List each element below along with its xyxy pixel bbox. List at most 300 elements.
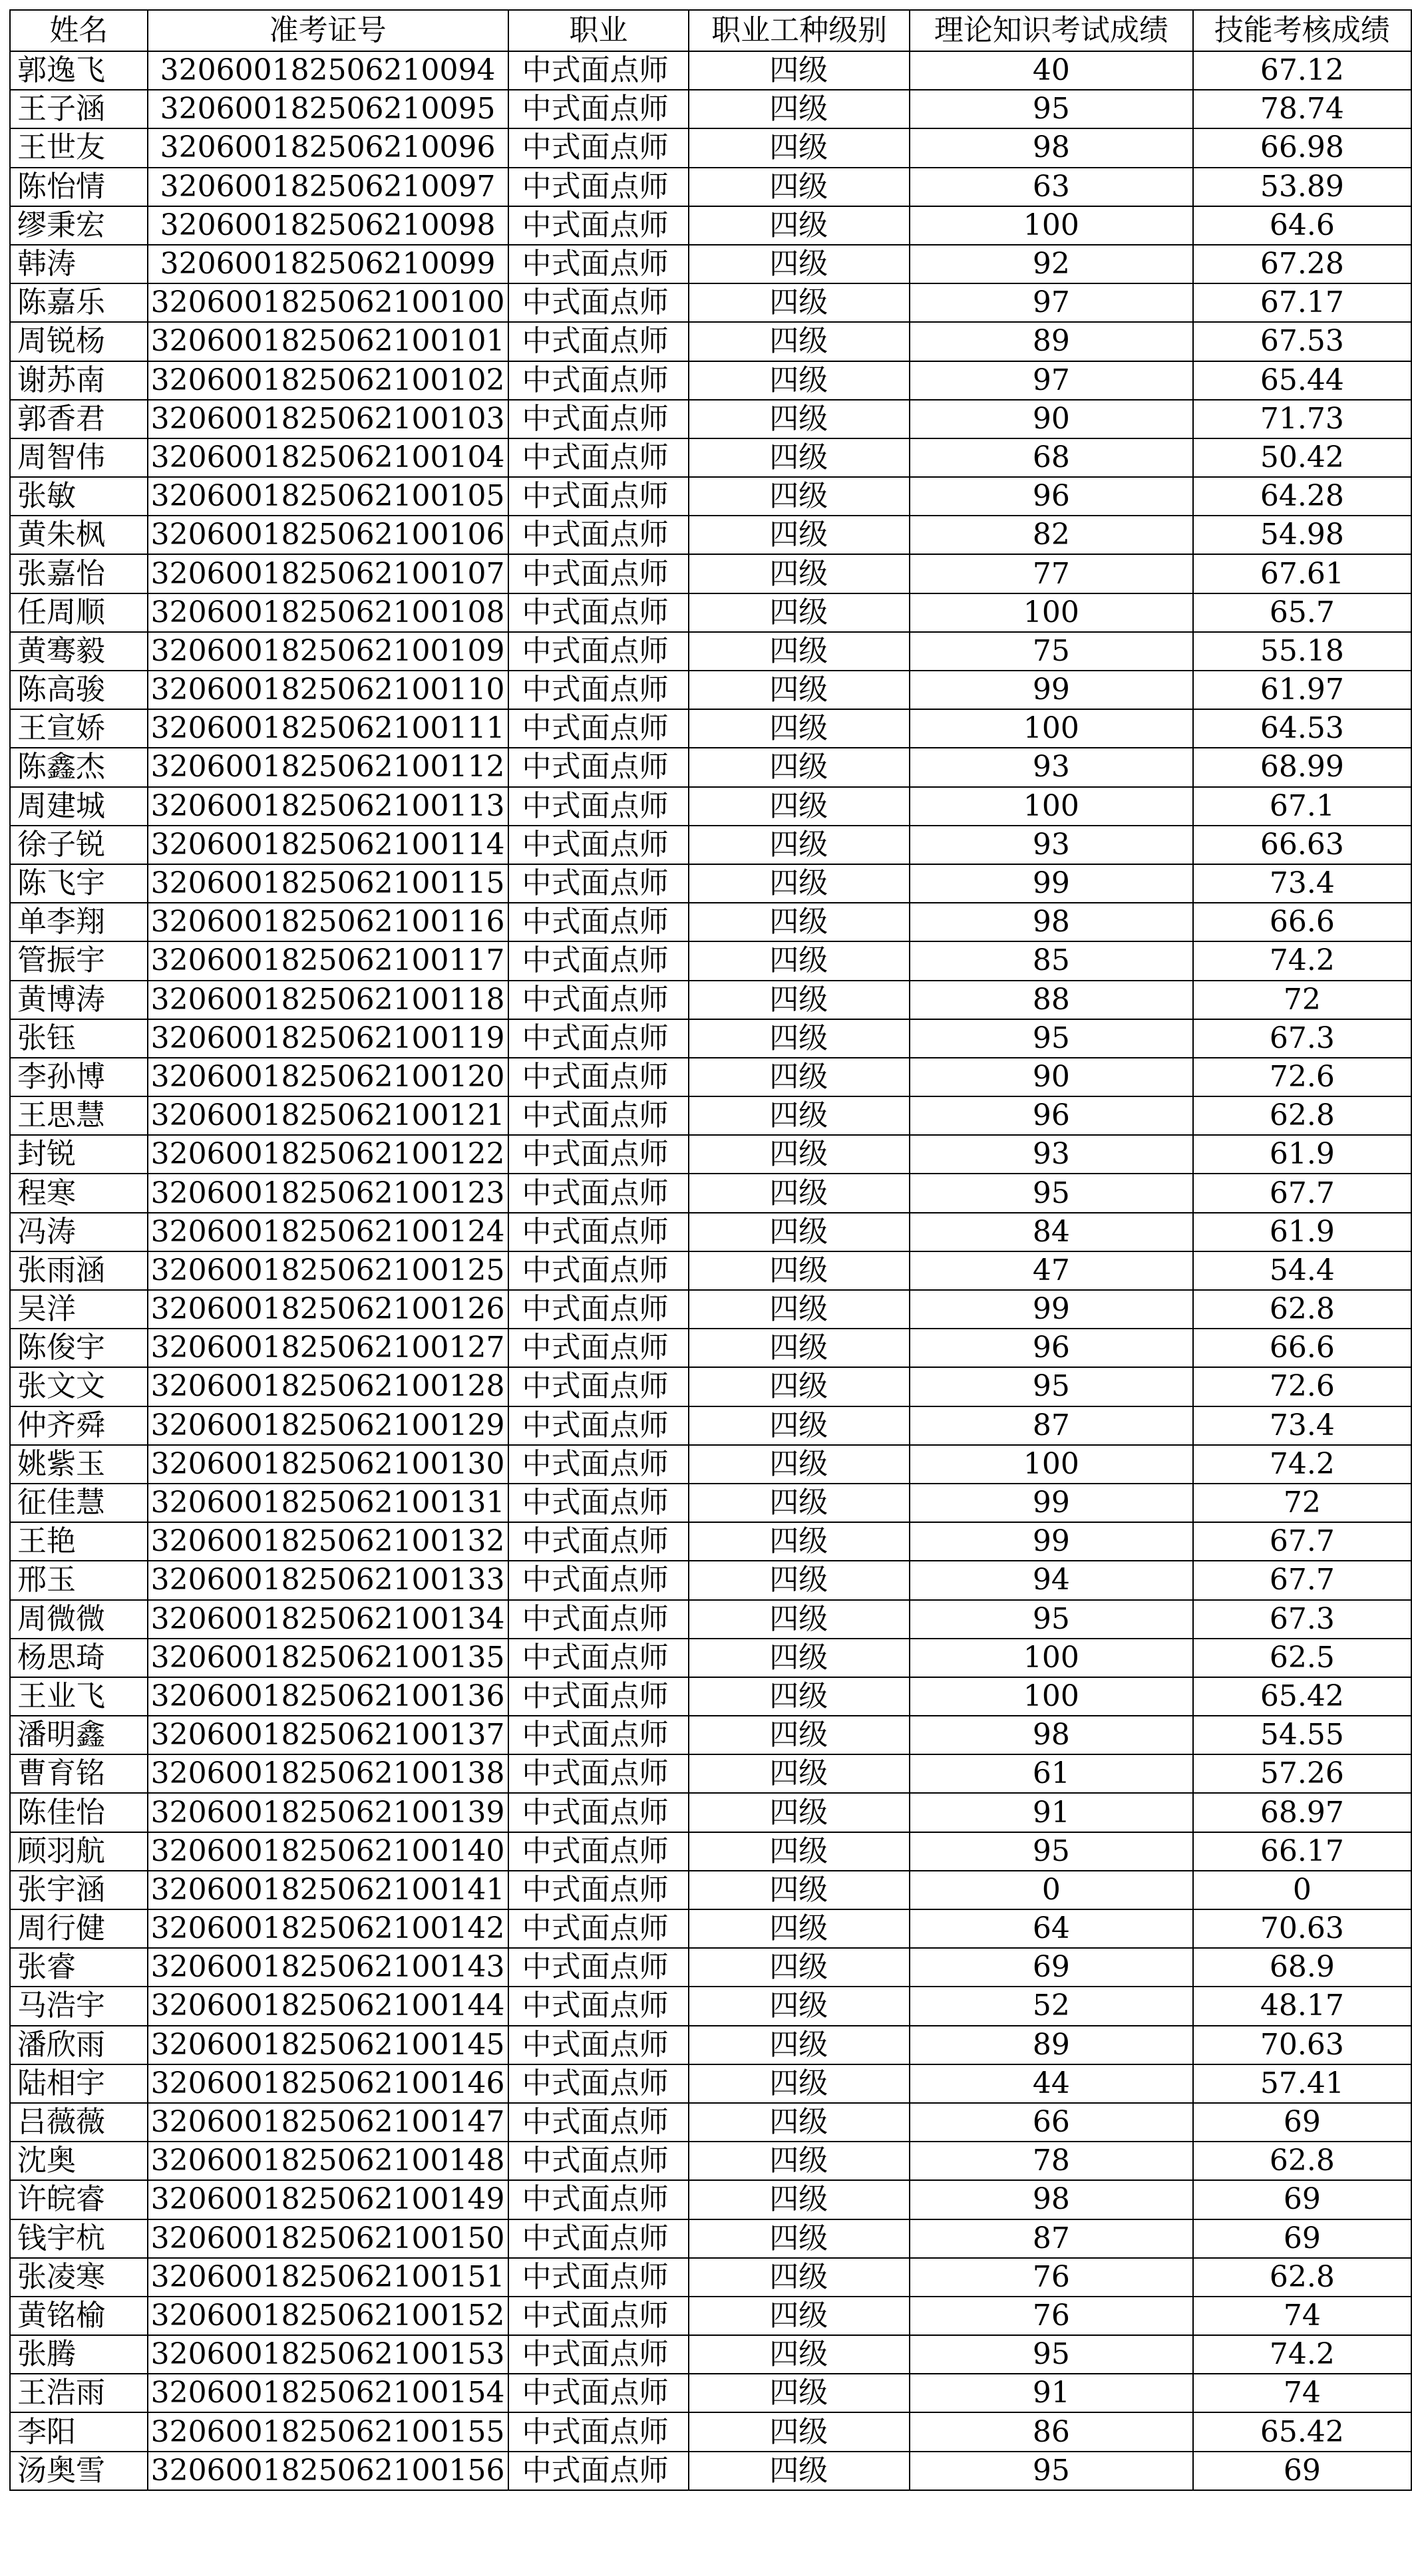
skill-score-cell: 62.5 (1193, 1639, 1411, 1677)
theory-score-cell: 97 (910, 283, 1192, 322)
theory-score-cell: 47 (910, 1251, 1192, 1290)
theory-score-cell: 96 (910, 477, 1192, 516)
occupation-cell: 中式面点师 (508, 1716, 689, 1754)
exam-id-cell: 3206001825062100153 (148, 2335, 508, 2374)
level-cell: 四级 (689, 1406, 910, 1445)
exam-id-cell: 3206001825062100110 (148, 671, 508, 709)
theory-score-cell: 95 (910, 90, 1192, 128)
header-exam-id: 准考证号 (148, 10, 508, 51)
level-cell: 四级 (689, 1639, 910, 1677)
occupation-cell: 中式面点师 (508, 1135, 689, 1174)
theory-score-cell: 98 (910, 903, 1192, 941)
table-row (10, 1600, 1411, 1639)
theory-score-cell: 44 (910, 2064, 1192, 2103)
name-cell: 汤奥雪 (10, 2452, 148, 2490)
occupation-cell: 中式面点师 (508, 2103, 689, 2142)
skill-score-cell: 73.4 (1193, 864, 1411, 903)
theory-score-cell: 96 (910, 1329, 1192, 1367)
level-cell: 四级 (689, 128, 910, 167)
occupation-cell: 中式面点师 (508, 1948, 689, 1987)
skill-score-cell: 65.44 (1193, 361, 1411, 400)
level-cell: 四级 (689, 90, 910, 128)
occupation-cell: 中式面点师 (508, 826, 689, 864)
occupation-cell: 中式面点师 (508, 2335, 689, 2374)
skill-score-cell: 54.98 (1193, 516, 1411, 554)
level-cell: 四级 (689, 1754, 910, 1793)
theory-score-cell: 96 (910, 1096, 1192, 1135)
name-cell: 黄朱枫 (10, 516, 148, 554)
exam-id-cell: 3206001825062100147 (148, 2103, 508, 2142)
occupation-cell: 中式面点师 (508, 51, 689, 90)
theory-score-cell: 99 (910, 1290, 1192, 1329)
level-cell: 四级 (689, 1832, 910, 1871)
table-row (10, 709, 1411, 748)
score-table-body (10, 10, 1411, 2490)
theory-score-cell: 0 (910, 1871, 1192, 1909)
level-cell: 四级 (689, 1948, 910, 1987)
name-cell: 陆相宇 (10, 2064, 148, 2103)
name-cell: 陈怡情 (10, 168, 148, 206)
occupation-cell: 中式面点师 (508, 2412, 689, 2451)
exam-id-cell: 3206001825062100129 (148, 1406, 508, 1445)
skill-score-cell: 48.17 (1193, 1987, 1411, 2025)
table-row (10, 1213, 1411, 1251)
level-cell: 四级 (689, 864, 910, 903)
occupation-cell: 中式面点师 (508, 1329, 689, 1367)
table-row (10, 2452, 1411, 2490)
exam-id-cell: 3206001825062100142 (148, 1909, 508, 1948)
table-row (10, 826, 1411, 864)
skill-score-cell: 61.9 (1193, 1213, 1411, 1251)
occupation-cell: 中式面点师 (508, 1561, 689, 1599)
occupation-cell: 中式面点师 (508, 1406, 689, 1445)
skill-score-cell: 55.18 (1193, 632, 1411, 671)
level-cell: 四级 (689, 51, 910, 90)
exam-id-cell: 3206001825062100102 (148, 361, 508, 400)
occupation-cell: 中式面点师 (508, 245, 689, 283)
skill-score-cell: 62.8 (1193, 2258, 1411, 2297)
theory-score-cell: 75 (910, 632, 1192, 671)
exam-id-cell: 3206001825062100107 (148, 554, 508, 593)
table-row (10, 477, 1411, 516)
occupation-cell: 中式面点师 (508, 1871, 689, 1909)
exam-id-cell: 3206001825062100148 (148, 2142, 508, 2180)
table-row (10, 1135, 1411, 1174)
occupation-cell: 中式面点师 (508, 361, 689, 400)
name-cell: 周微微 (10, 1600, 148, 1639)
level-cell: 四级 (689, 1987, 910, 2025)
theory-score-cell: 63 (910, 168, 1192, 206)
table-row (10, 1793, 1411, 1832)
level-cell: 四级 (689, 1909, 910, 1948)
table-row (10, 2374, 1411, 2412)
exam-id-cell: 3206001825062100155 (148, 2412, 508, 2451)
theory-score-cell: 76 (910, 2258, 1192, 2297)
name-cell: 李阳 (10, 2412, 148, 2451)
theory-score-cell: 89 (910, 322, 1192, 361)
theory-score-cell: 95 (910, 2452, 1192, 2490)
skill-score-cell: 65.7 (1193, 593, 1411, 632)
header-name: 姓名 (10, 10, 148, 51)
name-cell: 钱宇杭 (10, 2219, 148, 2258)
exam-id-cell: 3206001825062100114 (148, 826, 508, 864)
theory-score-cell: 93 (910, 748, 1192, 786)
theory-score-cell: 97 (910, 361, 1192, 400)
level-cell: 四级 (689, 438, 910, 477)
exam-id-cell: 320600182506210096 (148, 128, 508, 167)
occupation-cell: 中式面点师 (508, 2180, 689, 2219)
level-cell: 四级 (689, 168, 910, 206)
level-cell: 四级 (689, 1561, 910, 1599)
table-row (10, 632, 1411, 671)
table-row (10, 1948, 1411, 1987)
occupation-cell: 中式面点师 (508, 593, 689, 632)
name-cell: 陈佳怡 (10, 1793, 148, 1832)
skill-score-cell: 74.2 (1193, 941, 1411, 980)
table-row (10, 283, 1411, 322)
skill-score-cell: 61.9 (1193, 1135, 1411, 1174)
table-row (10, 2412, 1411, 2451)
level-cell: 四级 (689, 826, 910, 864)
skill-score-cell: 62.8 (1193, 2142, 1411, 2180)
skill-score-cell: 67.28 (1193, 245, 1411, 283)
skill-score-cell: 67.3 (1193, 1600, 1411, 1639)
table-row (10, 1290, 1411, 1329)
occupation-cell: 中式面点师 (508, 1793, 689, 1832)
table-row (10, 128, 1411, 167)
name-cell: 马浩宇 (10, 1987, 148, 2025)
theory-score-cell: 100 (910, 206, 1192, 245)
name-cell: 周锐杨 (10, 322, 148, 361)
table-row (10, 748, 1411, 786)
table-row (10, 438, 1411, 477)
level-cell: 四级 (689, 2180, 910, 2219)
exam-id-cell: 3206001825062100150 (148, 2219, 508, 2258)
name-cell: 黄铭榆 (10, 2297, 148, 2335)
occupation-cell: 中式面点师 (508, 1639, 689, 1677)
level-cell: 四级 (689, 2374, 910, 2412)
occupation-cell: 中式面点师 (508, 864, 689, 903)
skill-score-cell: 67.17 (1193, 283, 1411, 322)
level-cell: 四级 (689, 903, 910, 941)
level-cell: 四级 (689, 2412, 910, 2451)
skill-score-cell: 67.7 (1193, 1561, 1411, 1599)
theory-score-cell: 84 (910, 1213, 1192, 1251)
table-row (10, 1019, 1411, 1058)
name-cell: 杨思琦 (10, 1639, 148, 1677)
name-cell: 王艳 (10, 1522, 148, 1561)
occupation-cell: 中式面点师 (508, 1445, 689, 1484)
table-row (10, 554, 1411, 593)
level-cell: 四级 (689, 1290, 910, 1329)
exam-id-cell: 3206001825062100120 (148, 1058, 508, 1096)
exam-id-cell: 3206001825062100113 (148, 787, 508, 826)
name-cell: 徐子锐 (10, 826, 148, 864)
level-cell: 四级 (689, 593, 910, 632)
level-cell: 四级 (689, 1522, 910, 1561)
level-cell: 四级 (689, 1677, 910, 1716)
skill-score-cell: 62.8 (1193, 1290, 1411, 1329)
occupation-cell: 中式面点师 (508, 322, 689, 361)
table-row (10, 245, 1411, 283)
exam-id-cell: 3206001825062100146 (148, 2064, 508, 2103)
theory-score-cell: 100 (910, 787, 1192, 826)
header-occupation: 职业 (508, 10, 689, 51)
name-cell: 张敏 (10, 477, 148, 516)
exam-id-cell: 3206001825062100123 (148, 1174, 508, 1212)
exam-id-cell: 3206001825062100126 (148, 1290, 508, 1329)
level-cell: 四级 (689, 2297, 910, 2335)
level-cell: 四级 (689, 1019, 910, 1058)
theory-score-cell: 89 (910, 2026, 1192, 2064)
header-skill-score: 技能考核成绩 (1193, 10, 1411, 51)
name-cell: 谢苏南 (10, 361, 148, 400)
level-cell: 四级 (689, 2026, 910, 2064)
level-cell: 四级 (689, 477, 910, 516)
skill-score-cell: 74.2 (1193, 1445, 1411, 1484)
level-cell: 四级 (689, 322, 910, 361)
theory-score-cell: 52 (910, 1987, 1192, 2025)
occupation-cell: 中式面点师 (508, 1019, 689, 1058)
occupation-cell: 中式面点师 (508, 2026, 689, 2064)
name-cell: 曹育铭 (10, 1754, 148, 1793)
occupation-cell: 中式面点师 (508, 206, 689, 245)
table-row (10, 671, 1411, 709)
exam-id-cell: 3206001825062100103 (148, 400, 508, 438)
level-cell: 四级 (689, 981, 910, 1019)
name-cell: 张钰 (10, 1019, 148, 1058)
skill-score-cell: 66.98 (1193, 128, 1411, 167)
table-row (10, 168, 1411, 206)
name-cell: 邢玉 (10, 1561, 148, 1599)
table-row (10, 51, 1411, 90)
name-cell: 张宇涵 (10, 1871, 148, 1909)
name-cell: 冯涛 (10, 1213, 148, 1251)
theory-score-cell: 90 (910, 400, 1192, 438)
exam-id-cell: 3206001825062100115 (148, 864, 508, 903)
exam-id-cell: 3206001825062100128 (148, 1367, 508, 1406)
name-cell: 张腾 (10, 2335, 148, 2374)
skill-score-cell: 65.42 (1193, 1677, 1411, 1716)
skill-score-cell: 74 (1193, 2374, 1411, 2412)
skill-score-cell: 68.99 (1193, 748, 1411, 786)
theory-score-cell: 100 (910, 709, 1192, 748)
theory-score-cell: 88 (910, 981, 1192, 1019)
occupation-cell: 中式面点师 (508, 90, 689, 128)
exam-id-cell: 3206001825062100109 (148, 632, 508, 671)
name-cell: 郭逸飞 (10, 51, 148, 90)
skill-score-cell: 78.74 (1193, 90, 1411, 128)
theory-score-cell: 95 (910, 1832, 1192, 1871)
exam-id-cell: 3206001825062100152 (148, 2297, 508, 2335)
exam-id-cell: 3206001825062100144 (148, 1987, 508, 2025)
table-row (10, 903, 1411, 941)
theory-score-cell: 98 (910, 1716, 1192, 1754)
exam-id-cell: 3206001825062100117 (148, 941, 508, 980)
score-table (9, 9, 1412, 2491)
table-row (10, 2297, 1411, 2335)
theory-score-cell: 100 (910, 593, 1192, 632)
name-cell: 沈奥 (10, 2142, 148, 2180)
occupation-cell: 中式面点师 (508, 554, 689, 593)
skill-score-cell: 70.63 (1193, 1909, 1411, 1948)
level-cell: 四级 (689, 941, 910, 980)
table-row (10, 2335, 1411, 2374)
exam-id-cell: 3206001825062100135 (148, 1639, 508, 1677)
skill-score-cell: 54.4 (1193, 1251, 1411, 1290)
level-cell: 四级 (689, 2103, 910, 2142)
occupation-cell: 中式面点师 (508, 1754, 689, 1793)
skill-score-cell: 74 (1193, 2297, 1411, 2335)
theory-score-cell: 95 (910, 2335, 1192, 2374)
name-cell: 陈高骏 (10, 671, 148, 709)
skill-score-cell: 69 (1193, 2103, 1411, 2142)
skill-score-cell: 67.1 (1193, 787, 1411, 826)
theory-score-cell: 92 (910, 245, 1192, 283)
level-cell: 四级 (689, 748, 910, 786)
skill-score-cell: 73.4 (1193, 1406, 1411, 1445)
name-cell: 张睿 (10, 1948, 148, 1987)
theory-score-cell: 77 (910, 554, 1192, 593)
level-cell: 四级 (689, 206, 910, 245)
level-cell: 四级 (689, 1329, 910, 1367)
table-row (10, 1639, 1411, 1677)
table-row (10, 864, 1411, 903)
exam-id-cell: 3206001825062100116 (148, 903, 508, 941)
name-cell: 周行健 (10, 1909, 148, 1948)
table-row (10, 1561, 1411, 1599)
level-cell: 四级 (689, 245, 910, 283)
theory-score-cell: 99 (910, 1484, 1192, 1522)
exam-id-cell: 3206001825062100132 (148, 1522, 508, 1561)
occupation-cell: 中式面点师 (508, 2258, 689, 2297)
exam-id-cell: 3206001825062100122 (148, 1135, 508, 1174)
skill-score-cell: 70.63 (1193, 2026, 1411, 2064)
skill-score-cell: 57.41 (1193, 2064, 1411, 2103)
theory-score-cell: 40 (910, 51, 1192, 90)
skill-score-cell: 69 (1193, 2452, 1411, 2490)
exam-id-cell: 3206001825062100118 (148, 981, 508, 1019)
level-cell: 四级 (689, 554, 910, 593)
occupation-cell: 中式面点师 (508, 1251, 689, 1290)
theory-score-cell: 86 (910, 2412, 1192, 2451)
theory-score-cell: 98 (910, 128, 1192, 167)
occupation-cell: 中式面点师 (508, 2142, 689, 2180)
occupation-cell: 中式面点师 (508, 1522, 689, 1561)
name-cell: 黄博涛 (10, 981, 148, 1019)
theory-score-cell: 82 (910, 516, 1192, 554)
exam-id-cell: 3206001825062100156 (148, 2452, 508, 2490)
level-cell: 四级 (689, 1793, 910, 1832)
header-theory-score: 理论知识考试成绩 (910, 10, 1192, 51)
occupation-cell: 中式面点师 (508, 787, 689, 826)
theory-score-cell: 64 (910, 1909, 1192, 1948)
exam-id-cell: 3206001825062100134 (148, 1600, 508, 1639)
occupation-cell: 中式面点师 (508, 2064, 689, 2103)
occupation-cell: 中式面点师 (508, 1213, 689, 1251)
table-row (10, 1677, 1411, 1716)
table-row (10, 1754, 1411, 1793)
occupation-cell: 中式面点师 (508, 400, 689, 438)
occupation-cell: 中式面点师 (508, 1677, 689, 1716)
level-cell: 四级 (689, 1251, 910, 1290)
skill-score-cell: 72 (1193, 1484, 1411, 1522)
theory-score-cell: 95 (910, 1019, 1192, 1058)
exam-id-cell: 3206001825062100119 (148, 1019, 508, 1058)
table-row (10, 516, 1411, 554)
table-row (10, 1406, 1411, 1445)
name-cell: 许皖睿 (10, 2180, 148, 2219)
theory-score-cell: 99 (910, 671, 1192, 709)
skill-score-cell: 67.7 (1193, 1522, 1411, 1561)
skill-score-cell: 66.63 (1193, 826, 1411, 864)
name-cell: 王思慧 (10, 1096, 148, 1135)
exam-id-cell: 3206001825062100140 (148, 1832, 508, 1871)
theory-score-cell: 99 (910, 1522, 1192, 1561)
occupation-cell: 中式面点师 (508, 1909, 689, 1948)
level-cell: 四级 (689, 2064, 910, 2103)
skill-score-cell: 50.42 (1193, 438, 1411, 477)
skill-score-cell: 67.12 (1193, 51, 1411, 90)
exam-id-cell: 3206001825062100100 (148, 283, 508, 322)
name-cell: 郭香君 (10, 400, 148, 438)
theory-score-cell: 85 (910, 941, 1192, 980)
name-cell: 陈鑫杰 (10, 748, 148, 786)
level-cell: 四级 (689, 1058, 910, 1096)
table-row (10, 361, 1411, 400)
theory-score-cell: 61 (910, 1754, 1192, 1793)
theory-score-cell: 91 (910, 1793, 1192, 1832)
level-cell: 四级 (689, 400, 910, 438)
name-cell: 征佳慧 (10, 1484, 148, 1522)
level-cell: 四级 (689, 709, 910, 748)
table-row (10, 2219, 1411, 2258)
level-cell: 四级 (689, 1174, 910, 1212)
occupation-cell: 中式面点师 (508, 1058, 689, 1096)
skill-score-cell: 72.6 (1193, 1367, 1411, 1406)
theory-score-cell: 69 (910, 1948, 1192, 1987)
name-cell: 陈俊宇 (10, 1329, 148, 1367)
theory-score-cell: 93 (910, 1135, 1192, 1174)
exam-id-cell: 3206001825062100104 (148, 438, 508, 477)
level-cell: 四级 (689, 1871, 910, 1909)
name-cell: 陈飞宇 (10, 864, 148, 903)
skill-score-cell: 67.7 (1193, 1174, 1411, 1212)
skill-score-cell: 68.97 (1193, 1793, 1411, 1832)
level-cell: 四级 (689, 1096, 910, 1135)
level-cell: 四级 (689, 1716, 910, 1754)
skill-score-cell: 72 (1193, 981, 1411, 1019)
occupation-cell: 中式面点师 (508, 941, 689, 980)
level-cell: 四级 (689, 787, 910, 826)
skill-score-cell: 74.2 (1193, 2335, 1411, 2374)
table-row (10, 1445, 1411, 1484)
skill-score-cell: 69 (1193, 2219, 1411, 2258)
skill-score-cell: 66.17 (1193, 1832, 1411, 1871)
skill-score-cell: 67.3 (1193, 1019, 1411, 1058)
name-cell: 周智伟 (10, 438, 148, 477)
theory-score-cell: 68 (910, 438, 1192, 477)
header-level: 职业工种级别 (689, 10, 910, 51)
occupation-cell: 中式面点师 (508, 1600, 689, 1639)
occupation-cell: 中式面点师 (508, 438, 689, 477)
table-row (10, 206, 1411, 245)
exam-id-cell: 3206001825062100145 (148, 2026, 508, 2064)
exam-id-cell: 3206001825062100127 (148, 1329, 508, 1367)
skill-score-cell: 66.6 (1193, 903, 1411, 941)
exam-id-cell: 320600182506210094 (148, 51, 508, 90)
table-row (10, 2180, 1411, 2219)
